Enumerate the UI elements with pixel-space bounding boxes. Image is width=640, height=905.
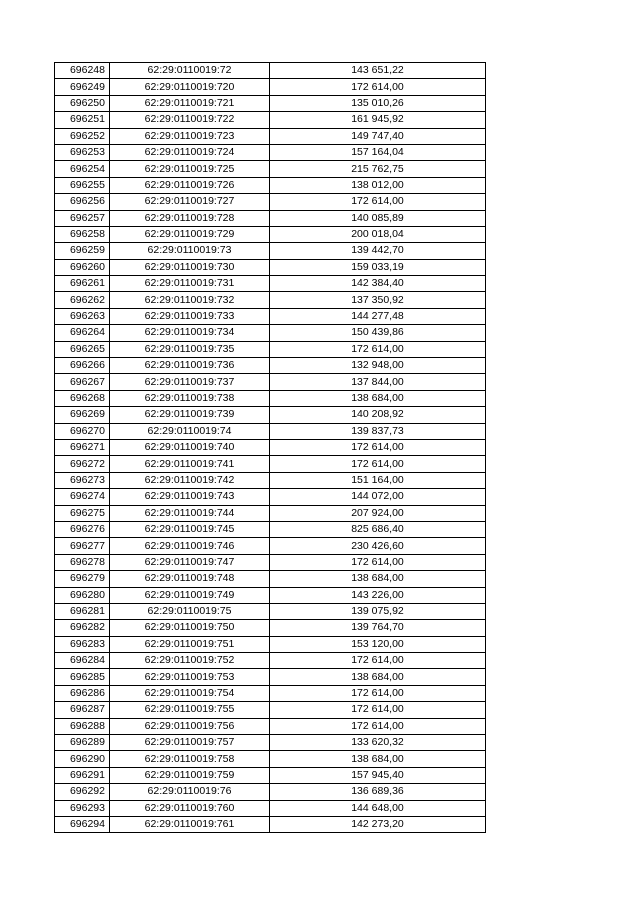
row-id-cell: 696284 bbox=[55, 653, 110, 669]
cadastral-value-cell: 138 684,00 bbox=[270, 751, 486, 767]
cadastral-number-cell: 62:29:0110019:752 bbox=[110, 653, 270, 669]
row-id-cell: 696273 bbox=[55, 472, 110, 488]
cadastral-value-table bbox=[54, 62, 486, 833]
cadastral-number-cell: 62:29:0110019:730 bbox=[110, 259, 270, 275]
row-id-cell: 696292 bbox=[55, 784, 110, 800]
table-row bbox=[55, 800, 486, 816]
row-id-cell: 696279 bbox=[55, 571, 110, 587]
cadastral-value-cell: 172 614,00 bbox=[270, 702, 486, 718]
row-id-cell: 696288 bbox=[55, 718, 110, 734]
row-id-cell: 696293 bbox=[55, 800, 110, 816]
row-id-cell: 696249 bbox=[55, 79, 110, 95]
cadastral-value-cell: 172 614,00 bbox=[270, 554, 486, 570]
cadastral-number-cell: 62:29:0110019:729 bbox=[110, 226, 270, 242]
cadastral-value-cell: 151 164,00 bbox=[270, 472, 486, 488]
row-id-cell: 696257 bbox=[55, 210, 110, 226]
cadastral-value-cell: 172 614,00 bbox=[270, 341, 486, 357]
cadastral-number-cell: 62:29:0110019:740 bbox=[110, 439, 270, 455]
table-row bbox=[55, 358, 486, 374]
row-id-cell: 696262 bbox=[55, 292, 110, 308]
cadastral-value-cell: 172 614,00 bbox=[270, 685, 486, 701]
row-id-cell: 696259 bbox=[55, 243, 110, 259]
row-id-cell: 696256 bbox=[55, 194, 110, 210]
cadastral-number-cell: 62:29:0110019:76 bbox=[110, 784, 270, 800]
table-row bbox=[55, 341, 486, 357]
table-row bbox=[55, 325, 486, 341]
table-row bbox=[55, 636, 486, 652]
table-row bbox=[55, 554, 486, 570]
table-row bbox=[55, 276, 486, 292]
table-row bbox=[55, 521, 486, 537]
cadastral-value-cell: 825 686,40 bbox=[270, 521, 486, 537]
table-row bbox=[55, 505, 486, 521]
cadastral-value-cell: 143 226,00 bbox=[270, 587, 486, 603]
cadastral-number-cell: 62:29:0110019:737 bbox=[110, 374, 270, 390]
table-body bbox=[55, 63, 486, 833]
cadastral-number-cell: 62:29:0110019:735 bbox=[110, 341, 270, 357]
row-id-cell: 696265 bbox=[55, 341, 110, 357]
row-id-cell: 696258 bbox=[55, 226, 110, 242]
row-id-cell: 696253 bbox=[55, 144, 110, 160]
table-row bbox=[55, 177, 486, 193]
table-row bbox=[55, 63, 486, 79]
cadastral-value-cell: 230 426,60 bbox=[270, 538, 486, 554]
cadastral-value-cell: 133 620,32 bbox=[270, 735, 486, 751]
table-row bbox=[55, 620, 486, 636]
table-row bbox=[55, 571, 486, 587]
table-row bbox=[55, 685, 486, 701]
row-id-cell: 696281 bbox=[55, 603, 110, 619]
table-row bbox=[55, 128, 486, 144]
table-row bbox=[55, 374, 486, 390]
table-row bbox=[55, 243, 486, 259]
cadastral-number-cell: 62:29:0110019:727 bbox=[110, 194, 270, 210]
table-row bbox=[55, 439, 486, 455]
cadastral-value-cell: 215 762,75 bbox=[270, 161, 486, 177]
cadastral-number-cell: 62:29:0110019:731 bbox=[110, 276, 270, 292]
table-row bbox=[55, 210, 486, 226]
row-id-cell: 696254 bbox=[55, 161, 110, 177]
table-row bbox=[55, 653, 486, 669]
cadastral-number-cell: 62:29:0110019:726 bbox=[110, 177, 270, 193]
cadastral-value-cell: 150 439,86 bbox=[270, 325, 486, 341]
cadastral-number-cell: 62:29:0110019:733 bbox=[110, 308, 270, 324]
cadastral-number-cell: 62:29:0110019:725 bbox=[110, 161, 270, 177]
cadastral-number-cell: 62:29:0110019:732 bbox=[110, 292, 270, 308]
cadastral-value-cell: 172 614,00 bbox=[270, 718, 486, 734]
cadastral-number-cell: 62:29:0110019:750 bbox=[110, 620, 270, 636]
cadastral-value-cell: 144 072,00 bbox=[270, 489, 486, 505]
table-row bbox=[55, 292, 486, 308]
cadastral-number-cell: 62:29:0110019:738 bbox=[110, 390, 270, 406]
cadastral-number-cell: 62:29:0110019:761 bbox=[110, 816, 270, 832]
cadastral-number-cell: 62:29:0110019:760 bbox=[110, 800, 270, 816]
row-id-cell: 696277 bbox=[55, 538, 110, 554]
row-id-cell: 696272 bbox=[55, 456, 110, 472]
row-id-cell: 696294 bbox=[55, 816, 110, 832]
row-id-cell: 696252 bbox=[55, 128, 110, 144]
table-row bbox=[55, 308, 486, 324]
cadastral-number-cell: 62:29:0110019:753 bbox=[110, 669, 270, 685]
cadastral-number-cell: 62:29:0110019:745 bbox=[110, 521, 270, 537]
cadastral-value-cell: 140 085,89 bbox=[270, 210, 486, 226]
cadastral-value-cell: 139 442,70 bbox=[270, 243, 486, 259]
cadastral-number-cell: 62:29:0110019:720 bbox=[110, 79, 270, 95]
cadastral-value-cell: 153 120,00 bbox=[270, 636, 486, 652]
table-row bbox=[55, 112, 486, 128]
cadastral-value-cell: 136 689,36 bbox=[270, 784, 486, 800]
cadastral-number-cell: 62:29:0110019:748 bbox=[110, 571, 270, 587]
cadastral-number-cell: 62:29:0110019:724 bbox=[110, 144, 270, 160]
cadastral-value-cell: 161 945,92 bbox=[270, 112, 486, 128]
row-id-cell: 696267 bbox=[55, 374, 110, 390]
table-row bbox=[55, 767, 486, 783]
row-id-cell: 696289 bbox=[55, 735, 110, 751]
table-row bbox=[55, 751, 486, 767]
cadastral-number-cell: 62:29:0110019:751 bbox=[110, 636, 270, 652]
cadastral-number-cell: 62:29:0110019:759 bbox=[110, 767, 270, 783]
row-id-cell: 696264 bbox=[55, 325, 110, 341]
cadastral-value-cell: 157 945,40 bbox=[270, 767, 486, 783]
cadastral-number-cell: 62:29:0110019:722 bbox=[110, 112, 270, 128]
table-row bbox=[55, 226, 486, 242]
row-id-cell: 696282 bbox=[55, 620, 110, 636]
cadastral-value-cell: 172 614,00 bbox=[270, 194, 486, 210]
cadastral-value-cell: 138 684,00 bbox=[270, 571, 486, 587]
table-row bbox=[55, 587, 486, 603]
cadastral-value-cell: 137 844,00 bbox=[270, 374, 486, 390]
cadastral-number-cell: 62:29:0110019:739 bbox=[110, 407, 270, 423]
row-id-cell: 696275 bbox=[55, 505, 110, 521]
cadastral-value-cell: 138 012,00 bbox=[270, 177, 486, 193]
cadastral-number-cell: 62:29:0110019:741 bbox=[110, 456, 270, 472]
table-row bbox=[55, 735, 486, 751]
cadastral-value-cell: 138 684,00 bbox=[270, 669, 486, 685]
table-row bbox=[55, 603, 486, 619]
table-row bbox=[55, 161, 486, 177]
cadastral-value-cell: 138 684,00 bbox=[270, 390, 486, 406]
cadastral-value-cell: 172 614,00 bbox=[270, 456, 486, 472]
row-id-cell: 696248 bbox=[55, 63, 110, 79]
row-id-cell: 696250 bbox=[55, 95, 110, 111]
row-id-cell: 696290 bbox=[55, 751, 110, 767]
table-row bbox=[55, 669, 486, 685]
table-row bbox=[55, 79, 486, 95]
row-id-cell: 696274 bbox=[55, 489, 110, 505]
cadastral-number-cell: 62:29:0110019:744 bbox=[110, 505, 270, 521]
row-id-cell: 696271 bbox=[55, 439, 110, 455]
cadastral-number-cell: 62:29:0110019:728 bbox=[110, 210, 270, 226]
cadastral-value-cell: 159 033,19 bbox=[270, 259, 486, 275]
cadastral-number-cell: 62:29:0110019:756 bbox=[110, 718, 270, 734]
cadastral-number-cell: 62:29:0110019:734 bbox=[110, 325, 270, 341]
cadastral-number-cell: 62:29:0110019:758 bbox=[110, 751, 270, 767]
table-row bbox=[55, 816, 486, 832]
cadastral-number-cell: 62:29:0110019:721 bbox=[110, 95, 270, 111]
row-id-cell: 696276 bbox=[55, 521, 110, 537]
row-id-cell: 696285 bbox=[55, 669, 110, 685]
cadastral-value-cell: 207 924,00 bbox=[270, 505, 486, 521]
table-row bbox=[55, 95, 486, 111]
cadastral-value-cell: 132 948,00 bbox=[270, 358, 486, 374]
cadastral-number-cell: 62:29:0110019:73 bbox=[110, 243, 270, 259]
cadastral-value-cell: 139 837,73 bbox=[270, 423, 486, 439]
row-id-cell: 696286 bbox=[55, 685, 110, 701]
cadastral-value-cell: 140 208,92 bbox=[270, 407, 486, 423]
cadastral-number-cell: 62:29:0110019:743 bbox=[110, 489, 270, 505]
table-row bbox=[55, 718, 486, 734]
cadastral-number-cell: 62:29:0110019:736 bbox=[110, 358, 270, 374]
row-id-cell: 696287 bbox=[55, 702, 110, 718]
table-row bbox=[55, 423, 486, 439]
row-id-cell: 696283 bbox=[55, 636, 110, 652]
cadastral-value-cell: 149 747,40 bbox=[270, 128, 486, 144]
table-row bbox=[55, 407, 486, 423]
cadastral-value-cell: 139 764,70 bbox=[270, 620, 486, 636]
table-row bbox=[55, 390, 486, 406]
table-row bbox=[55, 144, 486, 160]
cadastral-value-cell: 172 614,00 bbox=[270, 653, 486, 669]
row-id-cell: 696270 bbox=[55, 423, 110, 439]
row-id-cell: 696266 bbox=[55, 358, 110, 374]
cadastral-number-cell: 62:29:0110019:74 bbox=[110, 423, 270, 439]
row-id-cell: 696255 bbox=[55, 177, 110, 193]
cadastral-value-cell: 157 164,04 bbox=[270, 144, 486, 160]
table-row bbox=[55, 472, 486, 488]
row-id-cell: 696291 bbox=[55, 767, 110, 783]
row-id-cell: 696268 bbox=[55, 390, 110, 406]
table-row bbox=[55, 456, 486, 472]
cadastral-value-cell: 142 384,40 bbox=[270, 276, 486, 292]
cadastral-number-cell: 62:29:0110019:749 bbox=[110, 587, 270, 603]
row-id-cell: 696269 bbox=[55, 407, 110, 423]
cadastral-value-cell: 137 350,92 bbox=[270, 292, 486, 308]
table-row bbox=[55, 489, 486, 505]
cadastral-number-cell: 62:29:0110019:757 bbox=[110, 735, 270, 751]
cadastral-value-cell: 172 614,00 bbox=[270, 79, 486, 95]
row-id-cell: 696278 bbox=[55, 554, 110, 570]
cadastral-value-cell: 144 277,48 bbox=[270, 308, 486, 324]
cadastral-value-cell: 142 273,20 bbox=[270, 816, 486, 832]
cadastral-value-cell: 144 648,00 bbox=[270, 800, 486, 816]
row-id-cell: 696261 bbox=[55, 276, 110, 292]
cadastral-number-cell: 62:29:0110019:72 bbox=[110, 63, 270, 79]
cadastral-value-cell: 172 614,00 bbox=[270, 439, 486, 455]
cadastral-number-cell: 62:29:0110019:754 bbox=[110, 685, 270, 701]
table-row bbox=[55, 702, 486, 718]
cadastral-number-cell: 62:29:0110019:742 bbox=[110, 472, 270, 488]
cadastral-number-cell: 62:29:0110019:723 bbox=[110, 128, 270, 144]
table-row bbox=[55, 194, 486, 210]
row-id-cell: 696280 bbox=[55, 587, 110, 603]
cadastral-value-cell: 135 010,26 bbox=[270, 95, 486, 111]
cadastral-value-cell: 143 651,22 bbox=[270, 63, 486, 79]
cadastral-number-cell: 62:29:0110019:75 bbox=[110, 603, 270, 619]
cadastral-number-cell: 62:29:0110019:746 bbox=[110, 538, 270, 554]
cadastral-value-cell: 139 075,92 bbox=[270, 603, 486, 619]
cadastral-number-cell: 62:29:0110019:755 bbox=[110, 702, 270, 718]
row-id-cell: 696263 bbox=[55, 308, 110, 324]
table-row bbox=[55, 259, 486, 275]
table-row bbox=[55, 538, 486, 554]
table-row bbox=[55, 784, 486, 800]
cadastral-number-cell: 62:29:0110019:747 bbox=[110, 554, 270, 570]
row-id-cell: 696251 bbox=[55, 112, 110, 128]
cadastral-value-cell: 200 018,04 bbox=[270, 226, 486, 242]
row-id-cell: 696260 bbox=[55, 259, 110, 275]
